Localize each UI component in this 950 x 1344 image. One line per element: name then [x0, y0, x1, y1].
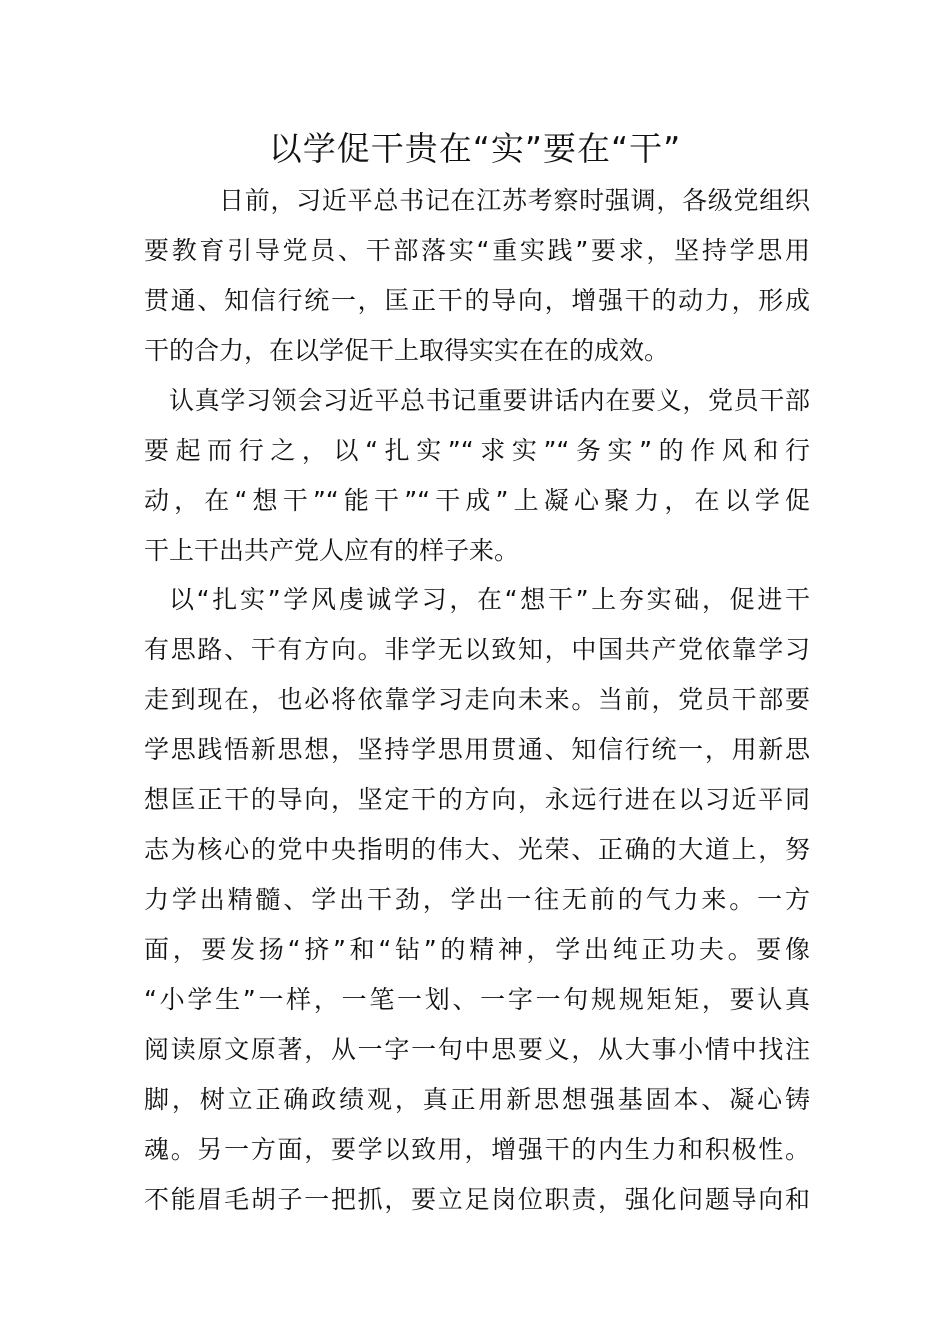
text-line: 不能眉毛胡子一把抓，要立足岗位职责，强化问题导向和 [144, 1185, 810, 1214]
document-title: 以学促干贵在“实”要在“干” [268, 129, 682, 168]
text-line: 以“扎实”学风虔诚学习，在“想干”上夯实础，促进干 [169, 585, 810, 614]
text-line: 有思路、干有方向。非学无以致知，中国共产党依靠学习 [144, 635, 810, 664]
text-line: 走到现在，也必将依靠学习走向未来。当前，党员干部要 [144, 685, 810, 714]
text-line: 贯通、知信行统一，匡正干的导向，增强干的动力，形成 [144, 286, 810, 315]
text-line: 阅读原文原著，从一字一句中思要义，从大事小情中找注 [144, 1035, 810, 1064]
text-line: 日前，习近平总书记在江苏考察时强调，各级党组织 [219, 186, 810, 215]
text-line: 要起而行之，以“扎实”“求实”“务实”的作风和行 [144, 436, 810, 465]
text-line: 学思践悟新思想，坚持学思用贯通、知信行统一，用新思 [144, 735, 810, 764]
text-line: 要教育引导党员、干部落实“重实践”要求，坚持学思用 [144, 236, 810, 265]
text-line: 干的合力，在以学促干上取得实实在在的成效。 [144, 336, 670, 365]
text-line: 魂。另一方面，要学以致用，增强干的内生力和积极性。 [144, 1135, 810, 1164]
text-line: 动，在“想干”“能干”“干成”上凝心聚力，在以学促 [144, 486, 810, 515]
text-line: 想匡正干的导向，坚定干的方向，永远行进在以习近平同 [144, 785, 810, 814]
text-line: 干上干出共产党人应有的样子来。 [144, 536, 520, 565]
text-line: 脚，树立正确政绩观，真正用新思想强基固本、凝心铸 [144, 1085, 810, 1114]
text-line: 认真学习领会习近平总书记重要讲话内在要义，党员干部 [169, 386, 810, 415]
text-line: 志为核心的党中央指明的伟大、光荣、正确的大道上，努 [144, 835, 810, 864]
text-line: “小学生”一样，一笔一划、一字一句规规矩矩，要认真 [144, 985, 810, 1014]
text-line: 力学出精髓、学出干劲，学出一往无前的气力来。一方 [144, 885, 810, 914]
text-line: 面，要发扬“挤”和“钻”的精神，学出纯正功夫。要像 [144, 935, 810, 964]
